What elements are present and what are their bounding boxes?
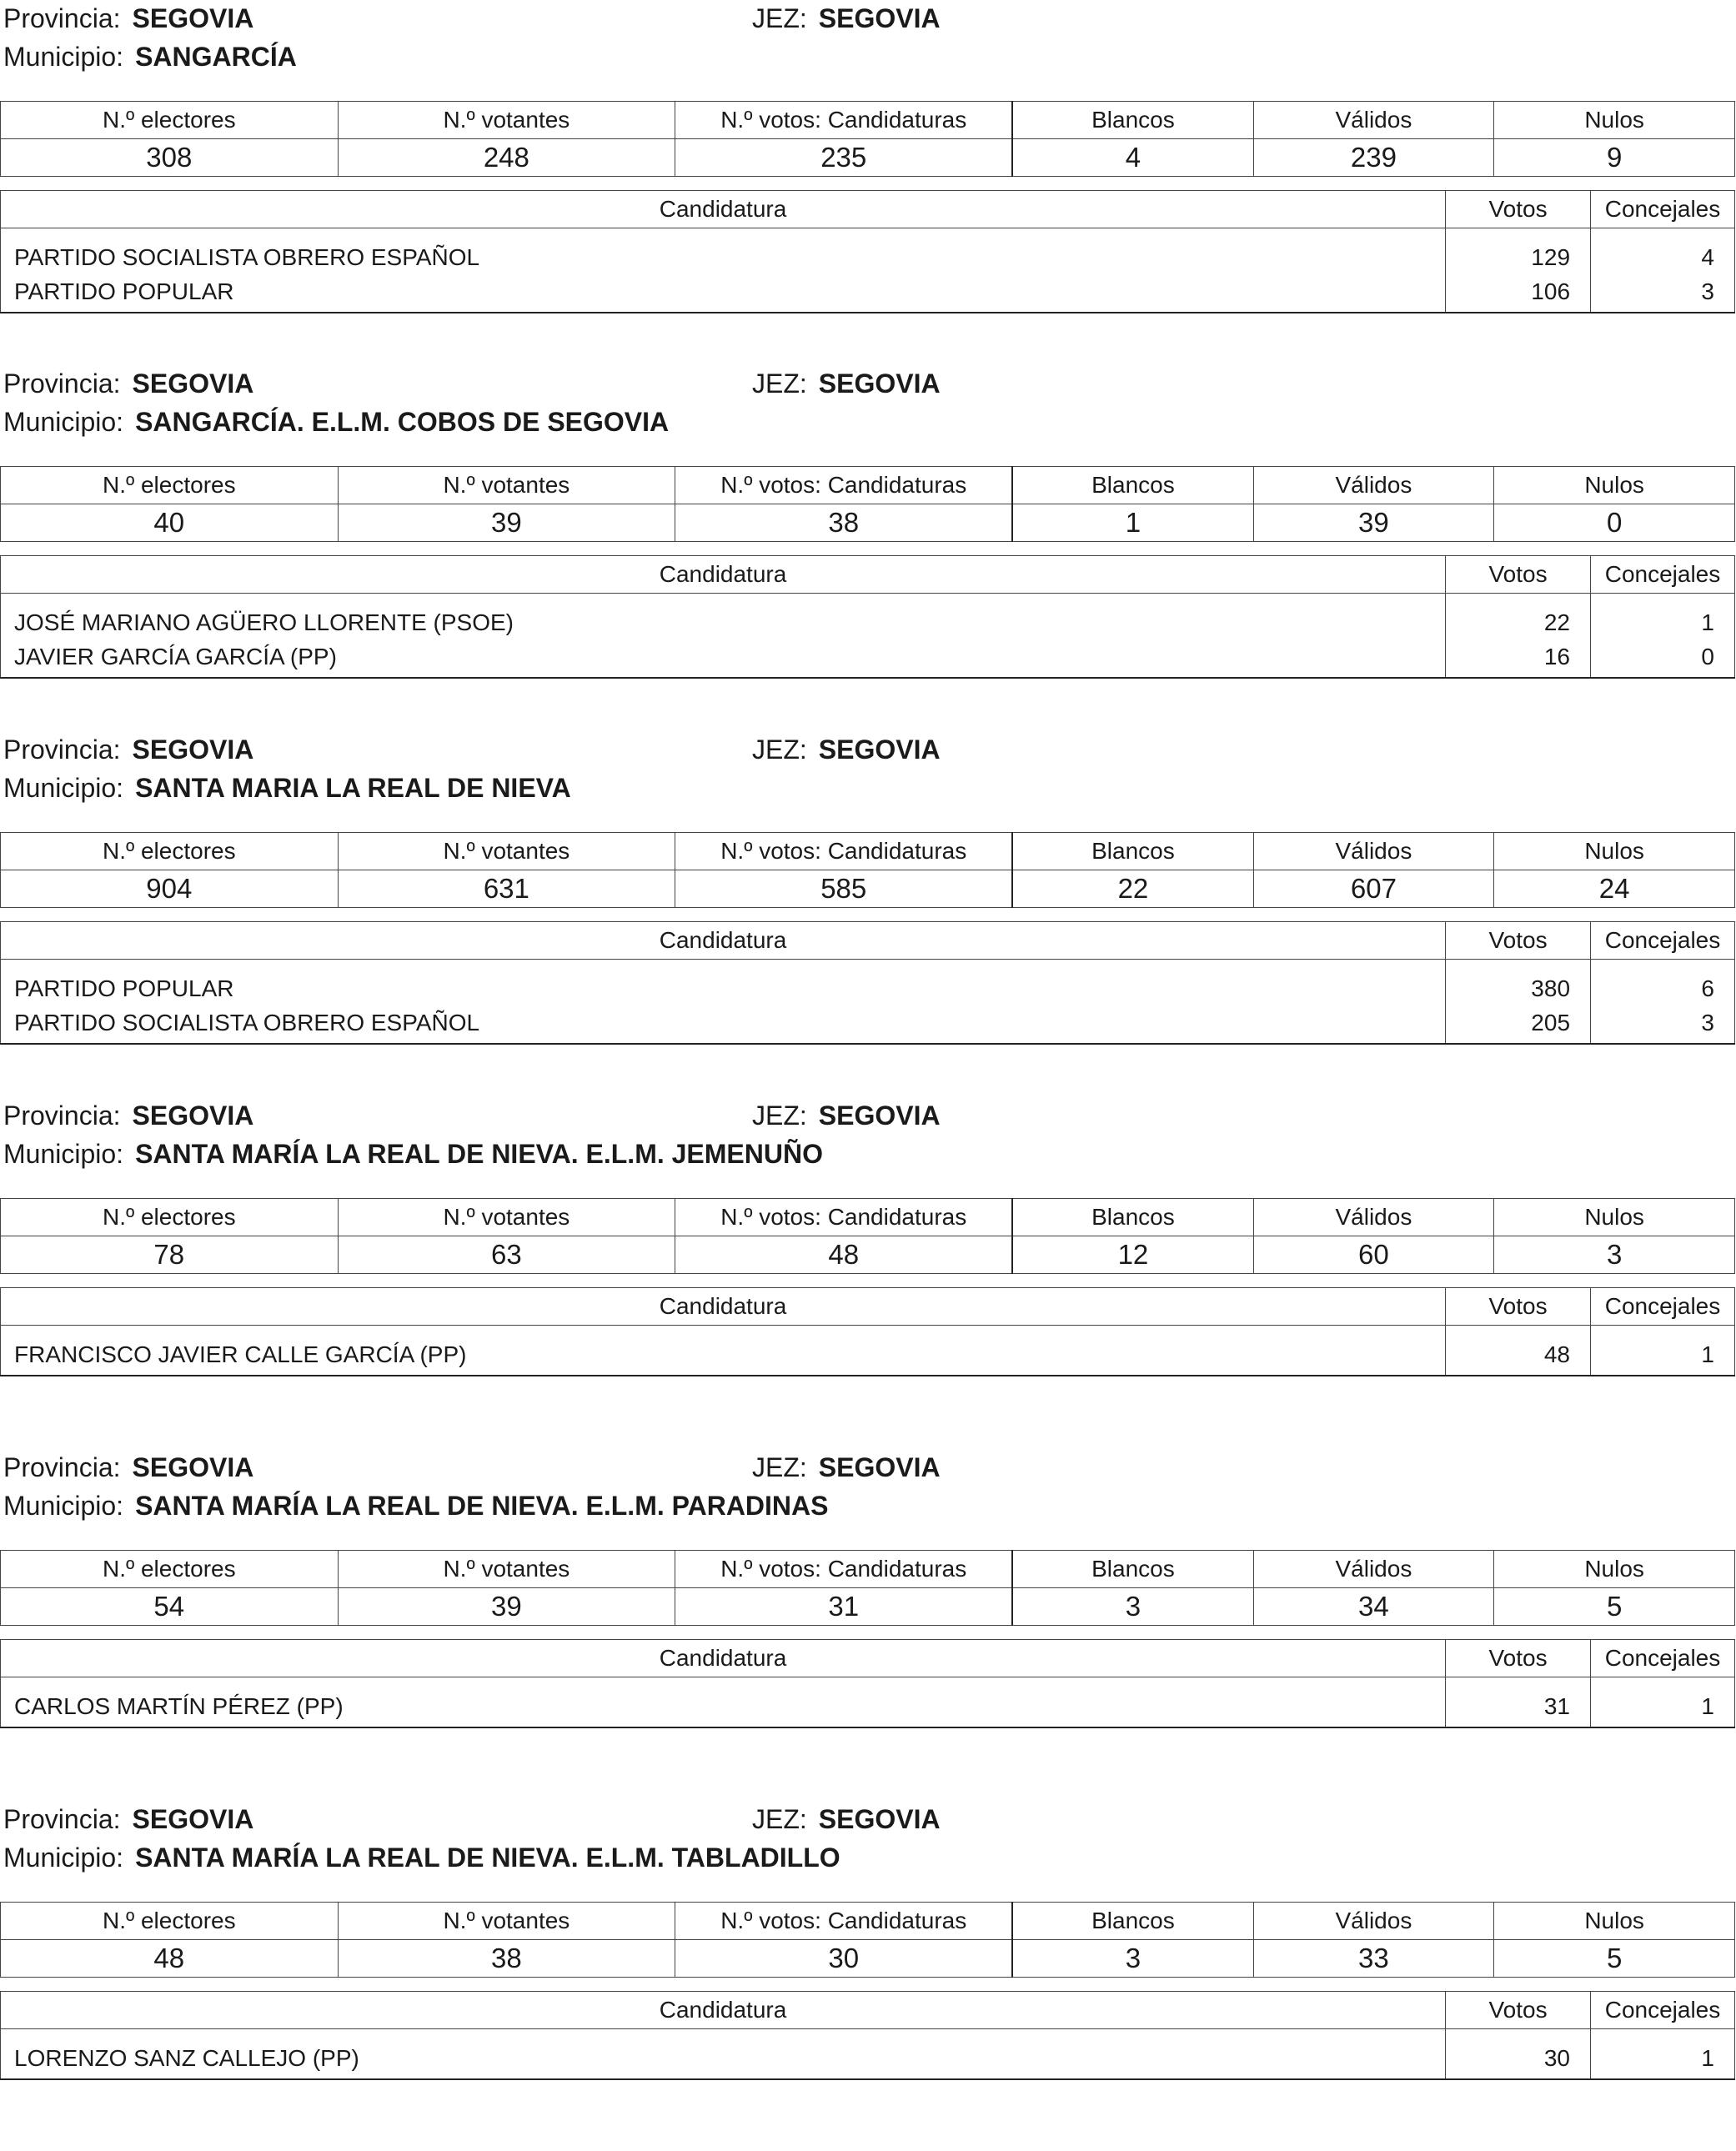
provincia-value: SEGOVIA <box>132 369 254 399</box>
candidatura-row <box>1 228 1735 275</box>
stats-header-electores: N.º electores <box>1 1199 339 1236</box>
stats-header-validos: Válidos <box>1253 102 1494 139</box>
stats-header-nulos: Nulos <box>1494 833 1735 870</box>
stats-value-votantes: 39 <box>338 1588 675 1626</box>
stats-header-validos: Válidos <box>1253 1903 1494 1940</box>
municipio-line <box>3 1841 840 1874</box>
candidatura-votos: 30 <box>1446 2029 1591 2080</box>
candidatura-name: PARTIDO POPULAR <box>1 960 1446 1006</box>
municipio-line <box>3 405 669 439</box>
candidatura-name: LORENZO SANZ CALLEJO (PP) <box>1 2029 1446 2080</box>
candidatura-concejales: 3 <box>1591 274 1735 313</box>
stats-value-row <box>1 1236 1735 1274</box>
stats-value-validos: 34 <box>1253 1588 1494 1626</box>
stats-value-votantes: 63 <box>338 1236 675 1274</box>
jez-label: JEZ: <box>752 1804 807 1834</box>
jez-value: SEGOVIA <box>818 1804 941 1834</box>
stats-header-electores: N.º electores <box>1 467 339 504</box>
stats-value-row <box>1 870 1735 908</box>
candidatura-name: CARLOS MARTÍN PÉREZ (PP) <box>1 1677 1446 1728</box>
stats-value-blancos: 12 <box>1012 1236 1253 1274</box>
stats-value-votantes: 631 <box>338 870 675 908</box>
candidatura-name: PARTIDO SOCIALISTA OBRERO ESPAÑOL <box>1 228 1446 275</box>
stats-header-electores: N.º electores <box>1 1551 339 1588</box>
stats-value-nulos: 9 <box>1494 139 1735 177</box>
municipio-value: SANGARCÍA. E.L.M. COBOS DE SEGOVIA <box>135 407 670 437</box>
provincia-value: SEGOVIA <box>132 1804 254 1834</box>
candidatura-concejales: 3 <box>1591 1005 1735 1044</box>
stats-value-row <box>1 139 1735 177</box>
provincia-value: SEGOVIA <box>132 3 254 33</box>
stats-header-blancos: Blancos <box>1012 1903 1253 1940</box>
candidatura-name: JAVIER GARCÍA GARCÍA (PP) <box>1 639 1446 678</box>
jez-label: JEZ: <box>752 3 807 33</box>
candidaturas-table <box>0 1991 1735 2080</box>
candidatura-row <box>1 274 1735 313</box>
candidatura-name: JOSÉ MARIANO AGÜERO LLORENTE (PSOE) <box>1 594 1446 640</box>
stats-header-row <box>1 102 1735 139</box>
stats-value-electores: 40 <box>1 504 339 542</box>
jez-line <box>752 1451 941 1484</box>
municipio-value: SANTA MARIA LA REAL DE NIEVA <box>135 773 571 803</box>
stats-value-votos_candidaturas: 31 <box>675 1588 1013 1626</box>
stats-value-validos: 39 <box>1253 504 1494 542</box>
stats-header-votos_candidaturas: N.º votos: Candidaturas <box>675 1551 1013 1588</box>
municipality-section <box>0 1801 1736 2151</box>
candidatura-concejales: 6 <box>1591 960 1735 1006</box>
stats-header-nulos: Nulos <box>1494 102 1735 139</box>
candidatura-row <box>1 639 1735 678</box>
stats-header-validos: Válidos <box>1253 1551 1494 1588</box>
jez-line <box>752 733 941 766</box>
municipality-section <box>0 0 1736 350</box>
municipio-label: Municipio: <box>3 407 124 437</box>
header-votos: Votos <box>1446 1288 1591 1326</box>
candidatura-votos: 48 <box>1446 1326 1591 1376</box>
municipio-line <box>3 40 297 73</box>
jez-line <box>752 2 941 35</box>
stats-value-validos: 239 <box>1253 139 1494 177</box>
stats-header-blancos: Blancos <box>1012 1551 1253 1588</box>
header-candidatura: Candidatura <box>1 1992 1446 2029</box>
stats-header-votantes: N.º votantes <box>338 1199 675 1236</box>
municipio-value: SANTA MARÍA LA REAL DE NIEVA. E.L.M. PARADINAS <box>135 1491 829 1521</box>
jez-line <box>752 1803 941 1836</box>
stats-value-votantes: 248 <box>338 139 675 177</box>
municipio-label: Municipio: <box>3 773 124 803</box>
municipio-label: Municipio: <box>3 1843 124 1873</box>
header-votos: Votos <box>1446 922 1591 960</box>
jez-line <box>752 367 941 400</box>
provincia-line <box>3 1803 253 1836</box>
stats-table <box>0 466 1735 542</box>
stats-value-nulos: 0 <box>1494 504 1735 542</box>
stats-header-votantes: N.º votantes <box>338 102 675 139</box>
candidatura-votos: 16 <box>1446 639 1591 678</box>
stats-value-votos_candidaturas: 585 <box>675 870 1013 908</box>
jez-value: SEGOVIA <box>818 1101 941 1131</box>
stats-table <box>0 1550 1735 1626</box>
stats-value-electores: 48 <box>1 1940 339 1978</box>
municipality-section <box>0 365 1736 715</box>
stats-header-votos_candidaturas: N.º votos: Candidaturas <box>675 1199 1013 1236</box>
header-candidatura: Candidatura <box>1 922 1446 960</box>
stats-header-votos_candidaturas: N.º votos: Candidaturas <box>675 1903 1013 1940</box>
stats-value-votos_candidaturas: 30 <box>675 1940 1013 1978</box>
candidaturas-header-row <box>1 1288 1735 1326</box>
candidaturas-header-row <box>1 1992 1735 2029</box>
candidatura-row <box>1 1005 1735 1044</box>
provincia-label: Provincia: <box>3 735 121 765</box>
stats-table <box>0 1902 1735 1978</box>
candidatura-votos: 31 <box>1446 1677 1591 1728</box>
candidaturas-header-row <box>1 1640 1735 1677</box>
header-concejales: Concejales <box>1591 1992 1735 2029</box>
header-concejales: Concejales <box>1591 191 1735 228</box>
provincia-line <box>3 733 253 766</box>
provincia-value: SEGOVIA <box>132 1452 254 1482</box>
stats-value-votos_candidaturas: 38 <box>675 504 1013 542</box>
candidatura-votos: 205 <box>1446 1005 1591 1044</box>
candidaturas-header-row <box>1 556 1735 594</box>
municipio-label: Municipio: <box>3 1139 124 1169</box>
header-candidatura: Candidatura <box>1 1640 1446 1677</box>
municipio-line <box>3 771 571 805</box>
candidaturas-table <box>0 190 1735 313</box>
header-candidatura: Candidatura <box>1 1288 1446 1326</box>
municipality-section <box>0 731 1736 1081</box>
stats-value-blancos: 22 <box>1012 870 1253 908</box>
candidaturas-header-row <box>1 922 1735 960</box>
stats-value-electores: 78 <box>1 1236 339 1274</box>
candidatura-votos: 106 <box>1446 274 1591 313</box>
header-concejales: Concejales <box>1591 1640 1735 1677</box>
header-votos: Votos <box>1446 191 1591 228</box>
stats-header-validos: Válidos <box>1253 1199 1494 1236</box>
stats-value-blancos: 1 <box>1012 504 1253 542</box>
municipio-label: Municipio: <box>3 1491 124 1521</box>
stats-header-votos_candidaturas: N.º votos: Candidaturas <box>675 102 1013 139</box>
stats-header-nulos: Nulos <box>1494 1551 1735 1588</box>
provincia-label: Provincia: <box>3 1804 121 1834</box>
candidatura-name: PARTIDO POPULAR <box>1 274 1446 313</box>
header-candidatura: Candidatura <box>1 191 1446 228</box>
provincia-line <box>3 2 253 35</box>
stats-header-votantes: N.º votantes <box>338 1551 675 1588</box>
stats-value-blancos: 4 <box>1012 139 1253 177</box>
provincia-label: Provincia: <box>3 1452 121 1482</box>
jez-label: JEZ: <box>752 1452 807 1482</box>
header-votos: Votos <box>1446 1640 1591 1677</box>
header-concejales: Concejales <box>1591 556 1735 594</box>
stats-value-validos: 607 <box>1253 870 1494 908</box>
stats-value-blancos: 3 <box>1012 1588 1253 1626</box>
stats-value-blancos: 3 <box>1012 1940 1253 1978</box>
stats-header-electores: N.º electores <box>1 833 339 870</box>
stats-header-votantes: N.º votantes <box>338 833 675 870</box>
candidaturas-header-row <box>1 191 1735 228</box>
provincia-line <box>3 367 253 400</box>
stats-value-validos: 60 <box>1253 1236 1494 1274</box>
municipio-value: SANTA MARÍA LA REAL DE NIEVA. E.L.M. TABLADILLO <box>135 1843 840 1873</box>
stats-header-validos: Válidos <box>1253 833 1494 870</box>
stats-header-row <box>1 467 1735 504</box>
candidatura-concejales: 1 <box>1591 1326 1735 1376</box>
provincia-label: Provincia: <box>3 3 121 33</box>
stats-header-votantes: N.º votantes <box>338 467 675 504</box>
provincia-line <box>3 1099 253 1132</box>
jez-value: SEGOVIA <box>818 369 941 399</box>
stats-header-row <box>1 1551 1735 1588</box>
stats-value-validos: 33 <box>1253 1940 1494 1978</box>
stats-value-row <box>1 504 1735 542</box>
jez-value: SEGOVIA <box>818 1452 941 1482</box>
stats-header-blancos: Blancos <box>1012 102 1253 139</box>
header-votos: Votos <box>1446 556 1591 594</box>
stats-table <box>0 101 1735 177</box>
candidatura-row <box>1 2029 1735 2080</box>
stats-header-blancos: Blancos <box>1012 467 1253 504</box>
stats-header-nulos: Nulos <box>1494 1903 1735 1940</box>
candidatura-votos: 22 <box>1446 594 1591 640</box>
stats-header-validos: Válidos <box>1253 467 1494 504</box>
candidaturas-table <box>0 1639 1735 1728</box>
candidatura-row <box>1 594 1735 640</box>
stats-header-electores: N.º electores <box>1 102 339 139</box>
stats-value-electores: 308 <box>1 139 339 177</box>
municipio-value: SANTA MARÍA LA REAL DE NIEVA. E.L.M. JEMENUÑO <box>135 1139 823 1169</box>
header-candidatura: Candidatura <box>1 556 1446 594</box>
stats-header-blancos: Blancos <box>1012 833 1253 870</box>
stats-table <box>0 832 1735 908</box>
header-concejales: Concejales <box>1591 1288 1735 1326</box>
candidatura-votos: 129 <box>1446 228 1591 275</box>
stats-value-electores: 54 <box>1 1588 339 1626</box>
municipio-line <box>3 1137 823 1171</box>
stats-value-votantes: 38 <box>338 1940 675 1978</box>
stats-value-nulos: 5 <box>1494 1588 1735 1626</box>
provincia-label: Provincia: <box>3 1101 121 1131</box>
stats-header-votantes: N.º votantes <box>338 1903 675 1940</box>
candidatura-row <box>1 960 1735 1006</box>
jez-line <box>752 1099 941 1132</box>
provincia-value: SEGOVIA <box>132 1101 254 1131</box>
stats-value-nulos: 24 <box>1494 870 1735 908</box>
stats-value-votos_candidaturas: 235 <box>675 139 1013 177</box>
municipio-label: Municipio: <box>3 42 124 72</box>
candidatura-concejales: 4 <box>1591 228 1735 275</box>
candidatura-concejales: 1 <box>1591 1677 1735 1728</box>
header-votos: Votos <box>1446 1992 1591 2029</box>
candidatura-name: PARTIDO SOCIALISTA OBRERO ESPAÑOL <box>1 1005 1446 1044</box>
stats-value-nulos: 5 <box>1494 1940 1735 1978</box>
candidatura-row <box>1 1326 1735 1376</box>
stats-header-electores: N.º electores <box>1 1903 339 1940</box>
jez-value: SEGOVIA <box>818 3 941 33</box>
municipality-section <box>0 1097 1736 1447</box>
candidatura-name: FRANCISCO JAVIER CALLE GARCÍA (PP) <box>1 1326 1446 1376</box>
provincia-label: Provincia: <box>3 369 121 399</box>
candidatura-concejales: 0 <box>1591 639 1735 678</box>
candidaturas-table <box>0 555 1735 679</box>
candidatura-concejales: 1 <box>1591 2029 1735 2080</box>
stats-header-nulos: Nulos <box>1494 1199 1735 1236</box>
stats-value-row <box>1 1940 1735 1978</box>
provincia-value: SEGOVIA <box>132 735 254 765</box>
municipio-line <box>3 1489 828 1522</box>
candidatura-votos: 380 <box>1446 960 1591 1006</box>
candidatura-concejales: 1 <box>1591 594 1735 640</box>
candidaturas-table <box>0 921 1735 1045</box>
jez-label: JEZ: <box>752 1101 807 1131</box>
candidatura-row <box>1 1677 1735 1728</box>
stats-header-row <box>1 1199 1735 1236</box>
stats-header-blancos: Blancos <box>1012 1199 1253 1236</box>
jez-label: JEZ: <box>752 369 807 399</box>
municipality-section <box>0 1449 1736 1799</box>
stats-header-votos_candidaturas: N.º votos: Candidaturas <box>675 467 1013 504</box>
stats-header-row <box>1 1903 1735 1940</box>
jez-value: SEGOVIA <box>818 735 941 765</box>
candidaturas-table <box>0 1287 1735 1376</box>
stats-header-nulos: Nulos <box>1494 467 1735 504</box>
stats-value-votos_candidaturas: 48 <box>675 1236 1013 1274</box>
municipio-value: SANGARCÍA <box>135 42 297 72</box>
jez-label: JEZ: <box>752 735 807 765</box>
stats-value-row <box>1 1588 1735 1626</box>
header-concejales: Concejales <box>1591 922 1735 960</box>
stats-table <box>0 1198 1735 1274</box>
provincia-line <box>3 1451 253 1484</box>
stats-header-votos_candidaturas: N.º votos: Candidaturas <box>675 833 1013 870</box>
stats-header-row <box>1 833 1735 870</box>
stats-value-electores: 904 <box>1 870 339 908</box>
stats-value-nulos: 3 <box>1494 1236 1735 1274</box>
stats-value-votantes: 39 <box>338 504 675 542</box>
